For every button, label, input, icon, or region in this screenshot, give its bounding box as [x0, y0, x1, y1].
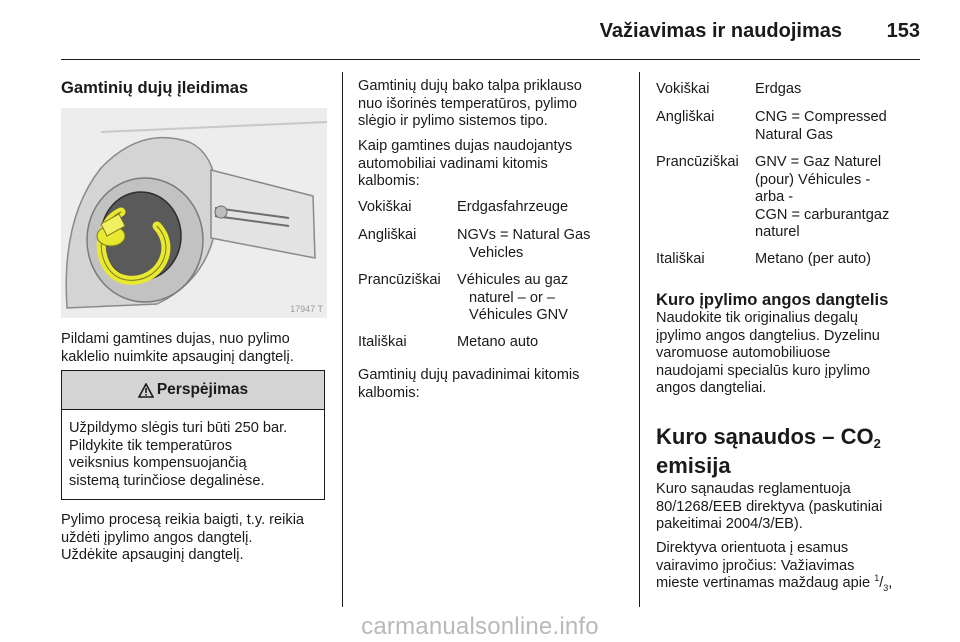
heading-text: Kuro sąnaudos – CO: [656, 424, 874, 449]
text-line: Kuro sąnaudas reglamentuoja: [656, 481, 851, 497]
text-line: automobiliai vadinami kitomis: [358, 155, 548, 172]
vehicle-names-table: [358, 199, 628, 354]
text-line: kalbomis:: [358, 173, 420, 190]
text-line: naudojami specialūs kuro įpylimo: [656, 362, 871, 379]
vehicle-names-intro-para: [358, 138, 620, 191]
table-lang-cell: Prancūziškai: [656, 154, 739, 170]
warning-box: [61, 370, 325, 500]
header-rule: [61, 59, 920, 60]
column-divider-1: [342, 72, 343, 607]
text-line: Gamtinių dujų pavadinimai kitomis: [358, 367, 580, 383]
table-row: [358, 199, 628, 227]
text-line: ,: [888, 575, 893, 592]
text-line: Direktyva orientuota į esamus: [656, 540, 849, 556]
text-line: Užpildymo slėgis turi būti 250 bar.: [69, 420, 288, 436]
table-value-cell: CNG = Compressed Natural Gas: [755, 109, 887, 143]
warning-header: [62, 371, 324, 410]
table-value-cell: Metano auto: [457, 334, 539, 350]
section-heading-gas-refuelling: Gamtinių dujų įleidimas: [61, 78, 249, 97]
table-lang-cell: Itališkai: [656, 251, 705, 267]
text-line: uždėti įpylimo angos dangtelį.: [61, 529, 253, 546]
table-value-cell: NGVs = Natural Gas Vehicles: [457, 227, 591, 261]
page-number: 153: [886, 20, 920, 42]
directive-para: [656, 540, 926, 593]
column-divider-2: [639, 72, 640, 607]
warning-triangle-icon: [138, 383, 154, 398]
table-lang-cell: Itališkai: [358, 334, 407, 350]
table-row: [656, 81, 926, 109]
text-line: slėgio ir pylimo sistemos tipo.: [358, 113, 548, 130]
text-line: įpylimo angos dangtelius. Dyzelinu: [656, 327, 880, 344]
text-line: Pildykite tik temperatūros: [69, 437, 233, 454]
table-row: [358, 334, 628, 354]
table-row: [656, 154, 926, 251]
table-lang-cell: Angliškai: [358, 227, 417, 243]
text-line: sistemą turinčiose degalinėse.: [69, 472, 265, 489]
figure-code: 17947 T: [290, 304, 323, 314]
text-line: angos dangteliai.: [656, 380, 767, 397]
fuel-nozzle-adapter-drawing: [61, 108, 327, 318]
table-value-cell: Erdgas: [755, 81, 802, 97]
regulation-para: [656, 481, 926, 534]
text-line: kalbomis:: [358, 384, 420, 401]
text-line: nuo išorinės temperatūros, pylimo: [358, 95, 578, 112]
text-line: mieste vertinamas maždaug apie: [656, 575, 875, 592]
filler-cap-para: [656, 310, 926, 398]
text-line: Naudokite tik originalius degalų: [656, 310, 859, 326]
running-title: Važiavimas ir naudojimas: [599, 20, 842, 42]
text-line: Kaip gamtines dujas naudojantys: [358, 138, 573, 154]
warning-title: Perspėjimas: [156, 381, 249, 399]
gas-names-table: [656, 81, 926, 271]
table-lang-cell: Vokiškai: [358, 199, 412, 215]
text-line: kaklelio nuimkite apsauginį dangtelį.: [61, 348, 294, 365]
text-line: Pylimo procesą reikia baigti, t.y. reikia: [61, 512, 305, 528]
refuel-finish-para: [61, 512, 336, 565]
text-line: veiksnius kompensuojančią: [69, 455, 247, 472]
watermark: carmanualsonline.info: [361, 613, 599, 640]
section-heading-fuel-consumption: [656, 422, 881, 480]
table-lang-cell: Vokiškai: [656, 81, 710, 97]
gas-names-intro-para: [358, 367, 620, 402]
table-row: [656, 109, 926, 154]
table-lang-cell: Prancūziškai: [358, 272, 441, 288]
fraction-one-third: $^1/_3$: [874, 573, 889, 594]
warning-text: [62, 410, 324, 490]
text-line: pakeitimai 2004/3/EB).: [656, 516, 803, 533]
refuel-instruction-para: [61, 331, 331, 366]
table-row: [358, 272, 628, 334]
table-row: [656, 251, 926, 271]
tank-capacity-para: [358, 78, 620, 131]
fuel-filler-illustration: [61, 108, 327, 318]
text-line: Uždėkite apsauginį dangtelį.: [61, 547, 244, 564]
heading-text: emisija: [656, 453, 731, 478]
text-line: varomuose automobiliuose: [656, 345, 831, 362]
table-lang-cell: Angliškai: [656, 109, 715, 125]
table-value-cell: Véhicules au gaz naturel – or – Véhicules GNV: [457, 272, 569, 324]
text-line: Pildami gamtines dujas, nuo pylimo: [61, 331, 290, 347]
text-line: Gamtinių dujų bako talpa priklauso: [358, 78, 582, 94]
table-value-cell: GNV = Gaz Naturel (pour) Véhicules - arba - CGN = carburantgaz naturel: [755, 154, 890, 241]
section-heading-filler-cap: Kuro įpylimo angos dangtelis: [656, 290, 889, 309]
table-value-cell: Erdgasfahrzeuge: [457, 199, 569, 215]
text-line: vairavimo įpročius: Važiavimas: [656, 557, 855, 574]
text-line: 80/1268/EEB direktyva (paskutiniai: [656, 498, 883, 515]
heading-subscript: 2: [873, 436, 881, 451]
table-value-cell: Metano (per auto): [755, 251, 872, 267]
table-row: [358, 227, 628, 272]
